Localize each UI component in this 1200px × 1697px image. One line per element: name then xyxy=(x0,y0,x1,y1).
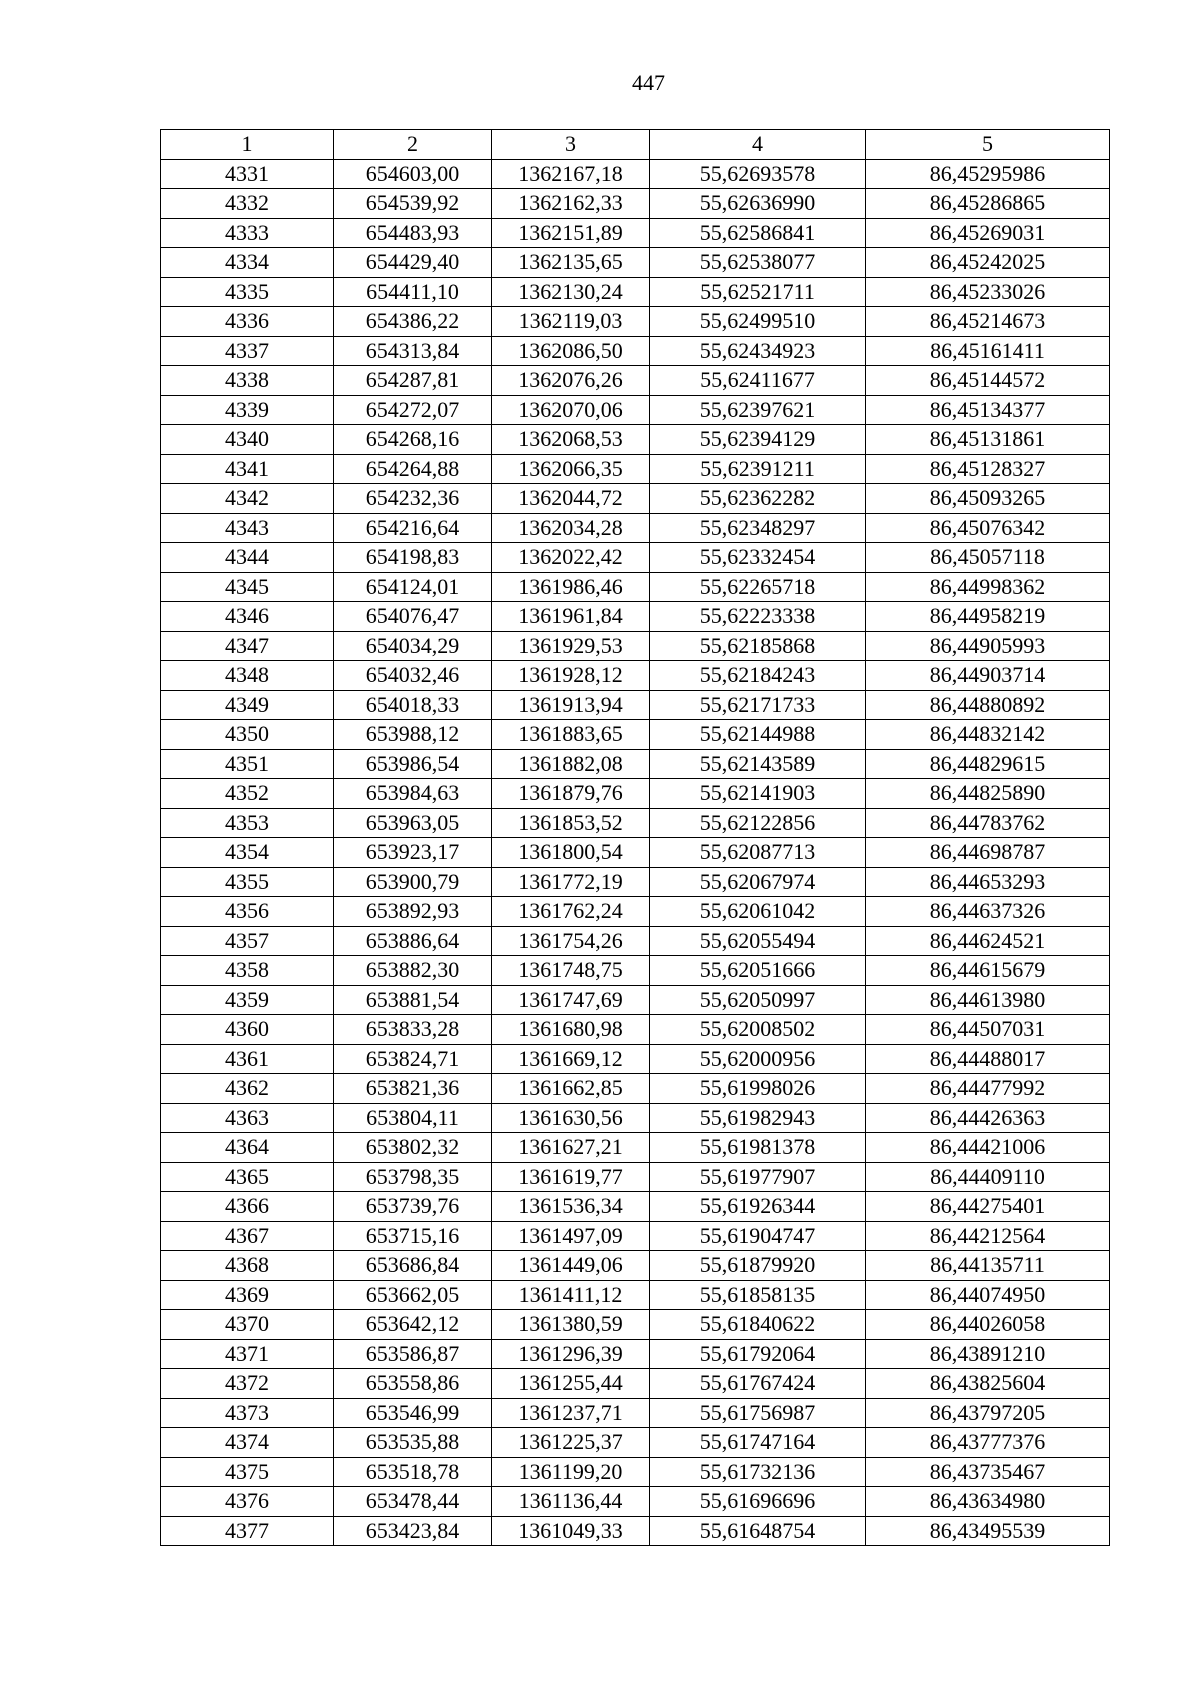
table-cell: 55,61747164 xyxy=(650,1428,866,1458)
table-cell: 55,62223338 xyxy=(650,602,866,632)
table-row xyxy=(161,1133,1110,1163)
table-cell: 4365 xyxy=(161,1162,334,1192)
table-cell: 86,44409110 xyxy=(866,1162,1110,1192)
table-cell: 1362070,06 xyxy=(492,395,650,425)
table-cell: 4350 xyxy=(161,720,334,750)
table-cell: 654429,40 xyxy=(334,248,492,278)
table-cell: 1361913,94 xyxy=(492,690,650,720)
table-cell: 55,62538077 xyxy=(650,248,866,278)
table-cell: 86,45131861 xyxy=(866,425,1110,455)
table-cell: 654287,81 xyxy=(334,366,492,396)
table-cell: 55,62144988 xyxy=(650,720,866,750)
table-row xyxy=(161,395,1110,425)
table-cell: 4336 xyxy=(161,307,334,337)
table-cell: 1361411,12 xyxy=(492,1280,650,1310)
table-cell: 55,62184243 xyxy=(650,661,866,691)
table-cell: 4335 xyxy=(161,277,334,307)
table-cell: 4337 xyxy=(161,336,334,366)
table-cell: 653923,17 xyxy=(334,838,492,868)
table-cell: 4367 xyxy=(161,1221,334,1251)
table-cell: 1361225,37 xyxy=(492,1428,650,1458)
table-cell: 4354 xyxy=(161,838,334,868)
table-cell: 86,44421006 xyxy=(866,1133,1110,1163)
table-cell: 55,61756987 xyxy=(650,1398,866,1428)
table-cell: 1362162,33 xyxy=(492,189,650,219)
table-cell: 55,61792064 xyxy=(650,1339,866,1369)
table-cell: 55,61732136 xyxy=(650,1457,866,1487)
table-cell: 4361 xyxy=(161,1044,334,1074)
table-cell: 86,44477992 xyxy=(866,1074,1110,1104)
table-row xyxy=(161,867,1110,897)
table-cell: 4359 xyxy=(161,985,334,1015)
table-cell: 654198,83 xyxy=(334,543,492,573)
table-cell: 86,45134377 xyxy=(866,395,1110,425)
table-row xyxy=(161,1310,1110,1340)
table-cell: 653892,93 xyxy=(334,897,492,927)
table-cell: 4368 xyxy=(161,1251,334,1281)
table-cell: 1361199,20 xyxy=(492,1457,650,1487)
table-cell: 55,61981378 xyxy=(650,1133,866,1163)
table-cell: 4366 xyxy=(161,1192,334,1222)
table-cell: 55,62122856 xyxy=(650,808,866,838)
table-cell: 1361961,84 xyxy=(492,602,650,632)
table-cell: 4338 xyxy=(161,366,334,396)
header-cell-2: 2 xyxy=(334,130,492,160)
table-cell: 55,61858135 xyxy=(650,1280,866,1310)
table-row xyxy=(161,1162,1110,1192)
table-cell: 86,44613980 xyxy=(866,985,1110,1015)
table-row xyxy=(161,484,1110,514)
table-cell: 86,44488017 xyxy=(866,1044,1110,1074)
table-cell: 86,43825604 xyxy=(866,1369,1110,1399)
table-cell: 86,45242025 xyxy=(866,248,1110,278)
table-cell: 55,62141903 xyxy=(650,779,866,809)
table-cell: 653963,05 xyxy=(334,808,492,838)
table-cell: 86,44783762 xyxy=(866,808,1110,838)
table-cell: 55,61926344 xyxy=(650,1192,866,1222)
table-cell: 653802,32 xyxy=(334,1133,492,1163)
table-cell: 86,44653293 xyxy=(866,867,1110,897)
table-row xyxy=(161,690,1110,720)
table-row xyxy=(161,808,1110,838)
table-row xyxy=(161,1103,1110,1133)
table-cell: 86,45295986 xyxy=(866,159,1110,189)
table-cell: 86,43634980 xyxy=(866,1487,1110,1517)
table-cell: 4334 xyxy=(161,248,334,278)
table-cell: 4375 xyxy=(161,1457,334,1487)
table-cell: 4332 xyxy=(161,189,334,219)
table-cell: 4345 xyxy=(161,572,334,602)
table-cell: 1361879,76 xyxy=(492,779,650,809)
header-cell-3: 3 xyxy=(492,130,650,160)
table-cell: 4351 xyxy=(161,749,334,779)
table-cell: 653821,36 xyxy=(334,1074,492,1104)
table-cell: 4364 xyxy=(161,1133,334,1163)
table-row xyxy=(161,1221,1110,1251)
table-cell: 1361883,65 xyxy=(492,720,650,750)
table-row xyxy=(161,779,1110,809)
table-row xyxy=(161,543,1110,573)
header-row xyxy=(161,130,1110,160)
table-cell: 86,44958219 xyxy=(866,602,1110,632)
table-cell: 1361136,44 xyxy=(492,1487,650,1517)
table-cell: 86,44829615 xyxy=(866,749,1110,779)
table-cell: 654603,00 xyxy=(334,159,492,189)
table-cell: 1361497,09 xyxy=(492,1221,650,1251)
table-cell: 55,62008502 xyxy=(650,1015,866,1045)
table-cell: 4344 xyxy=(161,543,334,573)
table-cell: 4377 xyxy=(161,1516,334,1546)
table-row xyxy=(161,1280,1110,1310)
table-cell: 55,62434923 xyxy=(650,336,866,366)
table-cell: 4363 xyxy=(161,1103,334,1133)
table-cell: 1362167,18 xyxy=(492,159,650,189)
table-cell: 653586,87 xyxy=(334,1339,492,1369)
table-cell: 653886,64 xyxy=(334,926,492,956)
table-cell: 86,44698787 xyxy=(866,838,1110,868)
table-cell: 653900,79 xyxy=(334,867,492,897)
table-cell: 4349 xyxy=(161,690,334,720)
table-cell: 653423,84 xyxy=(334,1516,492,1546)
table-cell: 654032,46 xyxy=(334,661,492,691)
table-cell: 1362068,53 xyxy=(492,425,650,455)
table-cell: 653986,54 xyxy=(334,749,492,779)
table-cell: 4355 xyxy=(161,867,334,897)
table-cell: 653558,86 xyxy=(334,1369,492,1399)
table-cell: 4370 xyxy=(161,1310,334,1340)
coordinates-table xyxy=(160,129,1110,1546)
table-cell: 86,43735467 xyxy=(866,1457,1110,1487)
table-row xyxy=(161,661,1110,691)
table-row xyxy=(161,366,1110,396)
table-cell: 86,45161411 xyxy=(866,336,1110,366)
table-cell: 1362151,89 xyxy=(492,218,650,248)
table-cell: 1362135,65 xyxy=(492,248,650,278)
table-cell: 653535,88 xyxy=(334,1428,492,1458)
table-cell: 86,44905993 xyxy=(866,631,1110,661)
table-cell: 4371 xyxy=(161,1339,334,1369)
table-cell: 1361619,77 xyxy=(492,1162,650,1192)
table-cell: 1361754,26 xyxy=(492,926,650,956)
table-cell: 654076,47 xyxy=(334,602,492,632)
table-cell: 55,61767424 xyxy=(650,1369,866,1399)
table-row xyxy=(161,631,1110,661)
table-cell: 654268,16 xyxy=(334,425,492,455)
table-cell: 4373 xyxy=(161,1398,334,1428)
table-row xyxy=(161,159,1110,189)
table-cell: 1362119,03 xyxy=(492,307,650,337)
table-cell: 55,62693578 xyxy=(650,159,866,189)
table-cell: 86,44825890 xyxy=(866,779,1110,809)
table-row xyxy=(161,985,1110,1015)
table-cell: 653881,54 xyxy=(334,985,492,1015)
table-cell: 55,61840622 xyxy=(650,1310,866,1340)
table-cell: 1361882,08 xyxy=(492,749,650,779)
table-cell: 1361772,19 xyxy=(492,867,650,897)
table-cell: 86,44615679 xyxy=(866,956,1110,986)
table-cell: 654232,36 xyxy=(334,484,492,514)
page-number: 447 xyxy=(632,70,665,95)
table-cell: 654313,84 xyxy=(334,336,492,366)
table-cell: 4353 xyxy=(161,808,334,838)
table-cell: 653518,78 xyxy=(334,1457,492,1487)
table-cell: 86,44832142 xyxy=(866,720,1110,750)
table-row xyxy=(161,1457,1110,1487)
table-cell: 86,45269031 xyxy=(866,218,1110,248)
table-cell: 55,62087713 xyxy=(650,838,866,868)
table-cell: 654539,92 xyxy=(334,189,492,219)
table-cell: 654272,07 xyxy=(334,395,492,425)
table-cell: 55,62061042 xyxy=(650,897,866,927)
table-cell: 4374 xyxy=(161,1428,334,1458)
table-cell: 1361680,98 xyxy=(492,1015,650,1045)
table-cell: 1361255,44 xyxy=(492,1369,650,1399)
table-row xyxy=(161,602,1110,632)
table-cell: 86,44026058 xyxy=(866,1310,1110,1340)
table-cell: 86,45093265 xyxy=(866,484,1110,514)
table-cell: 654124,01 xyxy=(334,572,492,602)
table-cell: 86,45057118 xyxy=(866,543,1110,573)
table-cell: 4348 xyxy=(161,661,334,691)
table-cell: 4347 xyxy=(161,631,334,661)
table-row xyxy=(161,1074,1110,1104)
table-cell: 86,44998362 xyxy=(866,572,1110,602)
table-cell: 653478,44 xyxy=(334,1487,492,1517)
table-cell: 653662,05 xyxy=(334,1280,492,1310)
table-cell: 654034,29 xyxy=(334,631,492,661)
table-cell: 1362022,42 xyxy=(492,543,650,573)
table-cell: 55,62636990 xyxy=(650,189,866,219)
table-cell: 1362044,72 xyxy=(492,484,650,514)
table-cell: 86,43777376 xyxy=(866,1428,1110,1458)
table-cell: 1361747,69 xyxy=(492,985,650,1015)
table-cell: 4346 xyxy=(161,602,334,632)
table-cell: 86,44135711 xyxy=(866,1251,1110,1281)
table-cell: 55,62521711 xyxy=(650,277,866,307)
table-cell: 4343 xyxy=(161,513,334,543)
table-row xyxy=(161,1044,1110,1074)
table-row xyxy=(161,248,1110,278)
table-cell: 86,43495539 xyxy=(866,1516,1110,1546)
table-cell: 1361449,06 xyxy=(492,1251,650,1281)
table-cell: 4358 xyxy=(161,956,334,986)
table-cell: 1362086,50 xyxy=(492,336,650,366)
table-cell: 55,62332454 xyxy=(650,543,866,573)
table-cell: 1362066,35 xyxy=(492,454,650,484)
table-cell: 86,44637326 xyxy=(866,897,1110,927)
table-cell: 86,44880892 xyxy=(866,690,1110,720)
table-cell: 653882,30 xyxy=(334,956,492,986)
table-cell: 86,45144572 xyxy=(866,366,1110,396)
table-row xyxy=(161,454,1110,484)
table-row xyxy=(161,513,1110,543)
header-cell-4: 4 xyxy=(650,130,866,160)
table-cell: 4360 xyxy=(161,1015,334,1045)
table-row xyxy=(161,572,1110,602)
table-cell: 55,62499510 xyxy=(650,307,866,337)
table-cell: 654216,64 xyxy=(334,513,492,543)
table-row xyxy=(161,1428,1110,1458)
table-cell: 1361296,39 xyxy=(492,1339,650,1369)
table-cell: 55,62411677 xyxy=(650,366,866,396)
table-cell: 86,43797205 xyxy=(866,1398,1110,1428)
table-row xyxy=(161,1487,1110,1517)
table-cell: 55,61998026 xyxy=(650,1074,866,1104)
table-cell: 1361800,54 xyxy=(492,838,650,868)
table-cell: 4376 xyxy=(161,1487,334,1517)
table-cell: 1361049,33 xyxy=(492,1516,650,1546)
table-row xyxy=(161,1369,1110,1399)
table-row xyxy=(161,1339,1110,1369)
table-cell: 654483,93 xyxy=(334,218,492,248)
table-cell: 1361986,46 xyxy=(492,572,650,602)
table-body xyxy=(161,159,1110,1546)
table-cell: 86,44624521 xyxy=(866,926,1110,956)
table-cell: 1361536,34 xyxy=(492,1192,650,1222)
table-cell: 653988,12 xyxy=(334,720,492,750)
table-cell: 4356 xyxy=(161,897,334,927)
table-row xyxy=(161,897,1110,927)
table-cell: 1362076,26 xyxy=(492,366,650,396)
table-cell: 1362130,24 xyxy=(492,277,650,307)
table-cell: 55,61648754 xyxy=(650,1516,866,1546)
table-cell: 55,62067974 xyxy=(650,867,866,897)
table-cell: 86,45233026 xyxy=(866,277,1110,307)
table-cell: 4339 xyxy=(161,395,334,425)
table-cell: 1361662,85 xyxy=(492,1074,650,1104)
table-cell: 1361928,12 xyxy=(492,661,650,691)
table-cell: 653824,71 xyxy=(334,1044,492,1074)
table-row xyxy=(161,336,1110,366)
table-cell: 86,43891210 xyxy=(866,1339,1110,1369)
table-row xyxy=(161,218,1110,248)
table-cell: 1361853,52 xyxy=(492,808,650,838)
table-cell: 55,61982943 xyxy=(650,1103,866,1133)
header-cell-1: 1 xyxy=(161,130,334,160)
table-cell: 4362 xyxy=(161,1074,334,1104)
table-cell: 653686,84 xyxy=(334,1251,492,1281)
table-row xyxy=(161,720,1110,750)
table-cell: 4352 xyxy=(161,779,334,809)
table-row xyxy=(161,749,1110,779)
table-cell: 653984,63 xyxy=(334,779,492,809)
table-cell: 4331 xyxy=(161,159,334,189)
table-cell: 4342 xyxy=(161,484,334,514)
table-cell: 86,45128327 xyxy=(866,454,1110,484)
table-row xyxy=(161,1251,1110,1281)
table-cell: 86,45076342 xyxy=(866,513,1110,543)
table-cell: 4333 xyxy=(161,218,334,248)
table-cell: 654264,88 xyxy=(334,454,492,484)
table-cell: 55,62586841 xyxy=(650,218,866,248)
table-cell: 1361627,21 xyxy=(492,1133,650,1163)
table-cell: 1361929,53 xyxy=(492,631,650,661)
table-cell: 653642,12 xyxy=(334,1310,492,1340)
table-cell: 55,61879920 xyxy=(650,1251,866,1281)
table-cell: 55,62050997 xyxy=(650,985,866,1015)
table-cell: 654018,33 xyxy=(334,690,492,720)
table-cell: 1361380,59 xyxy=(492,1310,650,1340)
table-cell: 86,45214673 xyxy=(866,307,1110,337)
table-cell: 653833,28 xyxy=(334,1015,492,1045)
table-cell: 55,62055494 xyxy=(650,926,866,956)
table-row xyxy=(161,1398,1110,1428)
table-cell: 4340 xyxy=(161,425,334,455)
table-row xyxy=(161,307,1110,337)
table-cell: 55,61904747 xyxy=(650,1221,866,1251)
table-cell: 4372 xyxy=(161,1369,334,1399)
table-cell: 86,44275401 xyxy=(866,1192,1110,1222)
table-cell: 55,62362282 xyxy=(650,484,866,514)
table-cell: 86,44074950 xyxy=(866,1280,1110,1310)
table-cell: 55,62000956 xyxy=(650,1044,866,1074)
table-cell: 653739,76 xyxy=(334,1192,492,1222)
table-row xyxy=(161,277,1110,307)
table-cell: 654411,10 xyxy=(334,277,492,307)
table-cell: 1362034,28 xyxy=(492,513,650,543)
table-row xyxy=(161,1015,1110,1045)
table-cell: 86,44507031 xyxy=(866,1015,1110,1045)
table-cell: 55,61696696 xyxy=(650,1487,866,1517)
table-cell: 86,45286865 xyxy=(866,189,1110,219)
table-cell: 55,62348297 xyxy=(650,513,866,543)
table-cell: 4357 xyxy=(161,926,334,956)
table-cell: 86,44426363 xyxy=(866,1103,1110,1133)
table-cell: 55,62051666 xyxy=(650,956,866,986)
table-row xyxy=(161,838,1110,868)
table-cell: 55,62265718 xyxy=(650,572,866,602)
table-cell: 55,62391211 xyxy=(650,454,866,484)
table-header xyxy=(161,130,1110,160)
table-cell: 55,62397621 xyxy=(650,395,866,425)
table-row xyxy=(161,425,1110,455)
table-cell: 55,61977907 xyxy=(650,1162,866,1192)
table-cell: 654386,22 xyxy=(334,307,492,337)
table-cell: 55,62143589 xyxy=(650,749,866,779)
table-cell: 1361748,75 xyxy=(492,956,650,986)
table-cell: 55,62394129 xyxy=(650,425,866,455)
table-cell: 653804,11 xyxy=(334,1103,492,1133)
table-cell: 55,62185868 xyxy=(650,631,866,661)
table-cell: 653546,99 xyxy=(334,1398,492,1428)
table-cell: 1361237,71 xyxy=(492,1398,650,1428)
table-row xyxy=(161,189,1110,219)
table-cell: 55,62171733 xyxy=(650,690,866,720)
table-row xyxy=(161,1516,1110,1546)
table-cell: 1361762,24 xyxy=(492,897,650,927)
table-cell: 653798,35 xyxy=(334,1162,492,1192)
table-cell: 86,44903714 xyxy=(866,661,1110,691)
table-cell: 653715,16 xyxy=(334,1221,492,1251)
table-cell: 4341 xyxy=(161,454,334,484)
table-row xyxy=(161,1192,1110,1222)
table-cell: 1361630,56 xyxy=(492,1103,650,1133)
table-cell: 4369 xyxy=(161,1280,334,1310)
table-row xyxy=(161,956,1110,986)
header-cell-5: 5 xyxy=(866,130,1110,160)
table-cell: 1361669,12 xyxy=(492,1044,650,1074)
table-row xyxy=(161,926,1110,956)
table-cell: 86,44212564 xyxy=(866,1221,1110,1251)
